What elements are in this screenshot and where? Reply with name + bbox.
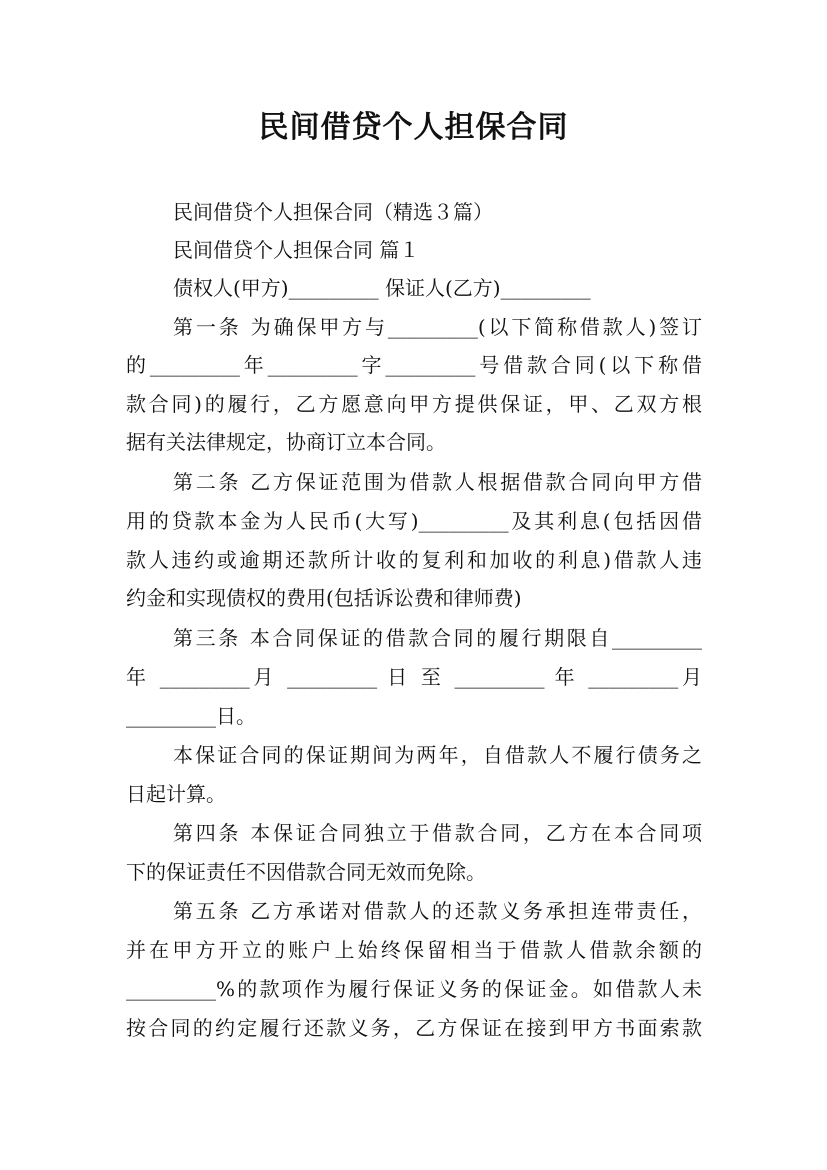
article-3-line-2: 年 _________月 _________ 日 至 _________ 年 _________月 [126,665,702,689]
document-title: 民间借贷个人担保合同 [258,110,569,145]
parties-line: 债权人(甲方)_________ 保证人(乙方)_________ [173,276,591,300]
article-1-line-3: 款合同)的履行，乙方愿意向甲方提供保证，甲、乙双方根 [126,392,702,416]
article-5-line-4: 按合同的约定履行还款义务，乙方保证在接到甲方书面索款 [126,1016,702,1040]
guarantee-period-line-2: 日起计算。 [126,782,226,806]
article-3-line-3: _________日。 [126,704,256,728]
guarantee-period-line-1: 本保证合同的保证期间为两年，自借款人不履行债务之 [173,743,702,767]
subtitle-line: 民间借贷个人担保合同（精选３篇） [173,200,493,224]
article-5-line-2: 并在甲方开立的账户上始终保留相当于借款人借款余额的 [126,938,702,962]
article-2-line-2: 用的贷款本金为人民币(大写)_________及其利息(包括因借 [126,509,702,533]
article-1-line-2: 的_________年_________字_________号借款合同(以下称借 [126,353,702,377]
section-heading: 民间借贷个人担保合同 篇１ [173,238,420,262]
article-3-line-1: 第三条 本合同保证的借款合同的履行期限自_________ [173,626,702,650]
article-2-line-3: 款人违约或逾期还款所计收的复利和加收的利息)借款人违 [126,548,702,572]
article-1-line-1: 第一条 为确保甲方与_________(以下简称借款人)签订 [173,315,702,339]
article-5-line-3: _________%的款项作为履行保证义务的保证金。如借款人未 [126,977,702,1001]
article-4-line-2: 下的保证责任不因借款合同无效而免除。 [126,860,486,884]
article-5-line-1: 第五条 乙方承诺对借款人的还款义务承担连带责任， [173,899,702,923]
article-1-line-4: 据有关法律规定，协商订立本合同。 [126,430,446,454]
article-2-line-1: 第二条 乙方保证范围为借款人根据借款合同向甲方借 [173,470,702,494]
article-4-line-1: 第四条 本保证合同独立于借款合同，乙方在本合同项 [173,821,702,845]
article-2-line-4: 约金和实现债权的费用(包括诉讼费和律师费) [126,586,522,610]
